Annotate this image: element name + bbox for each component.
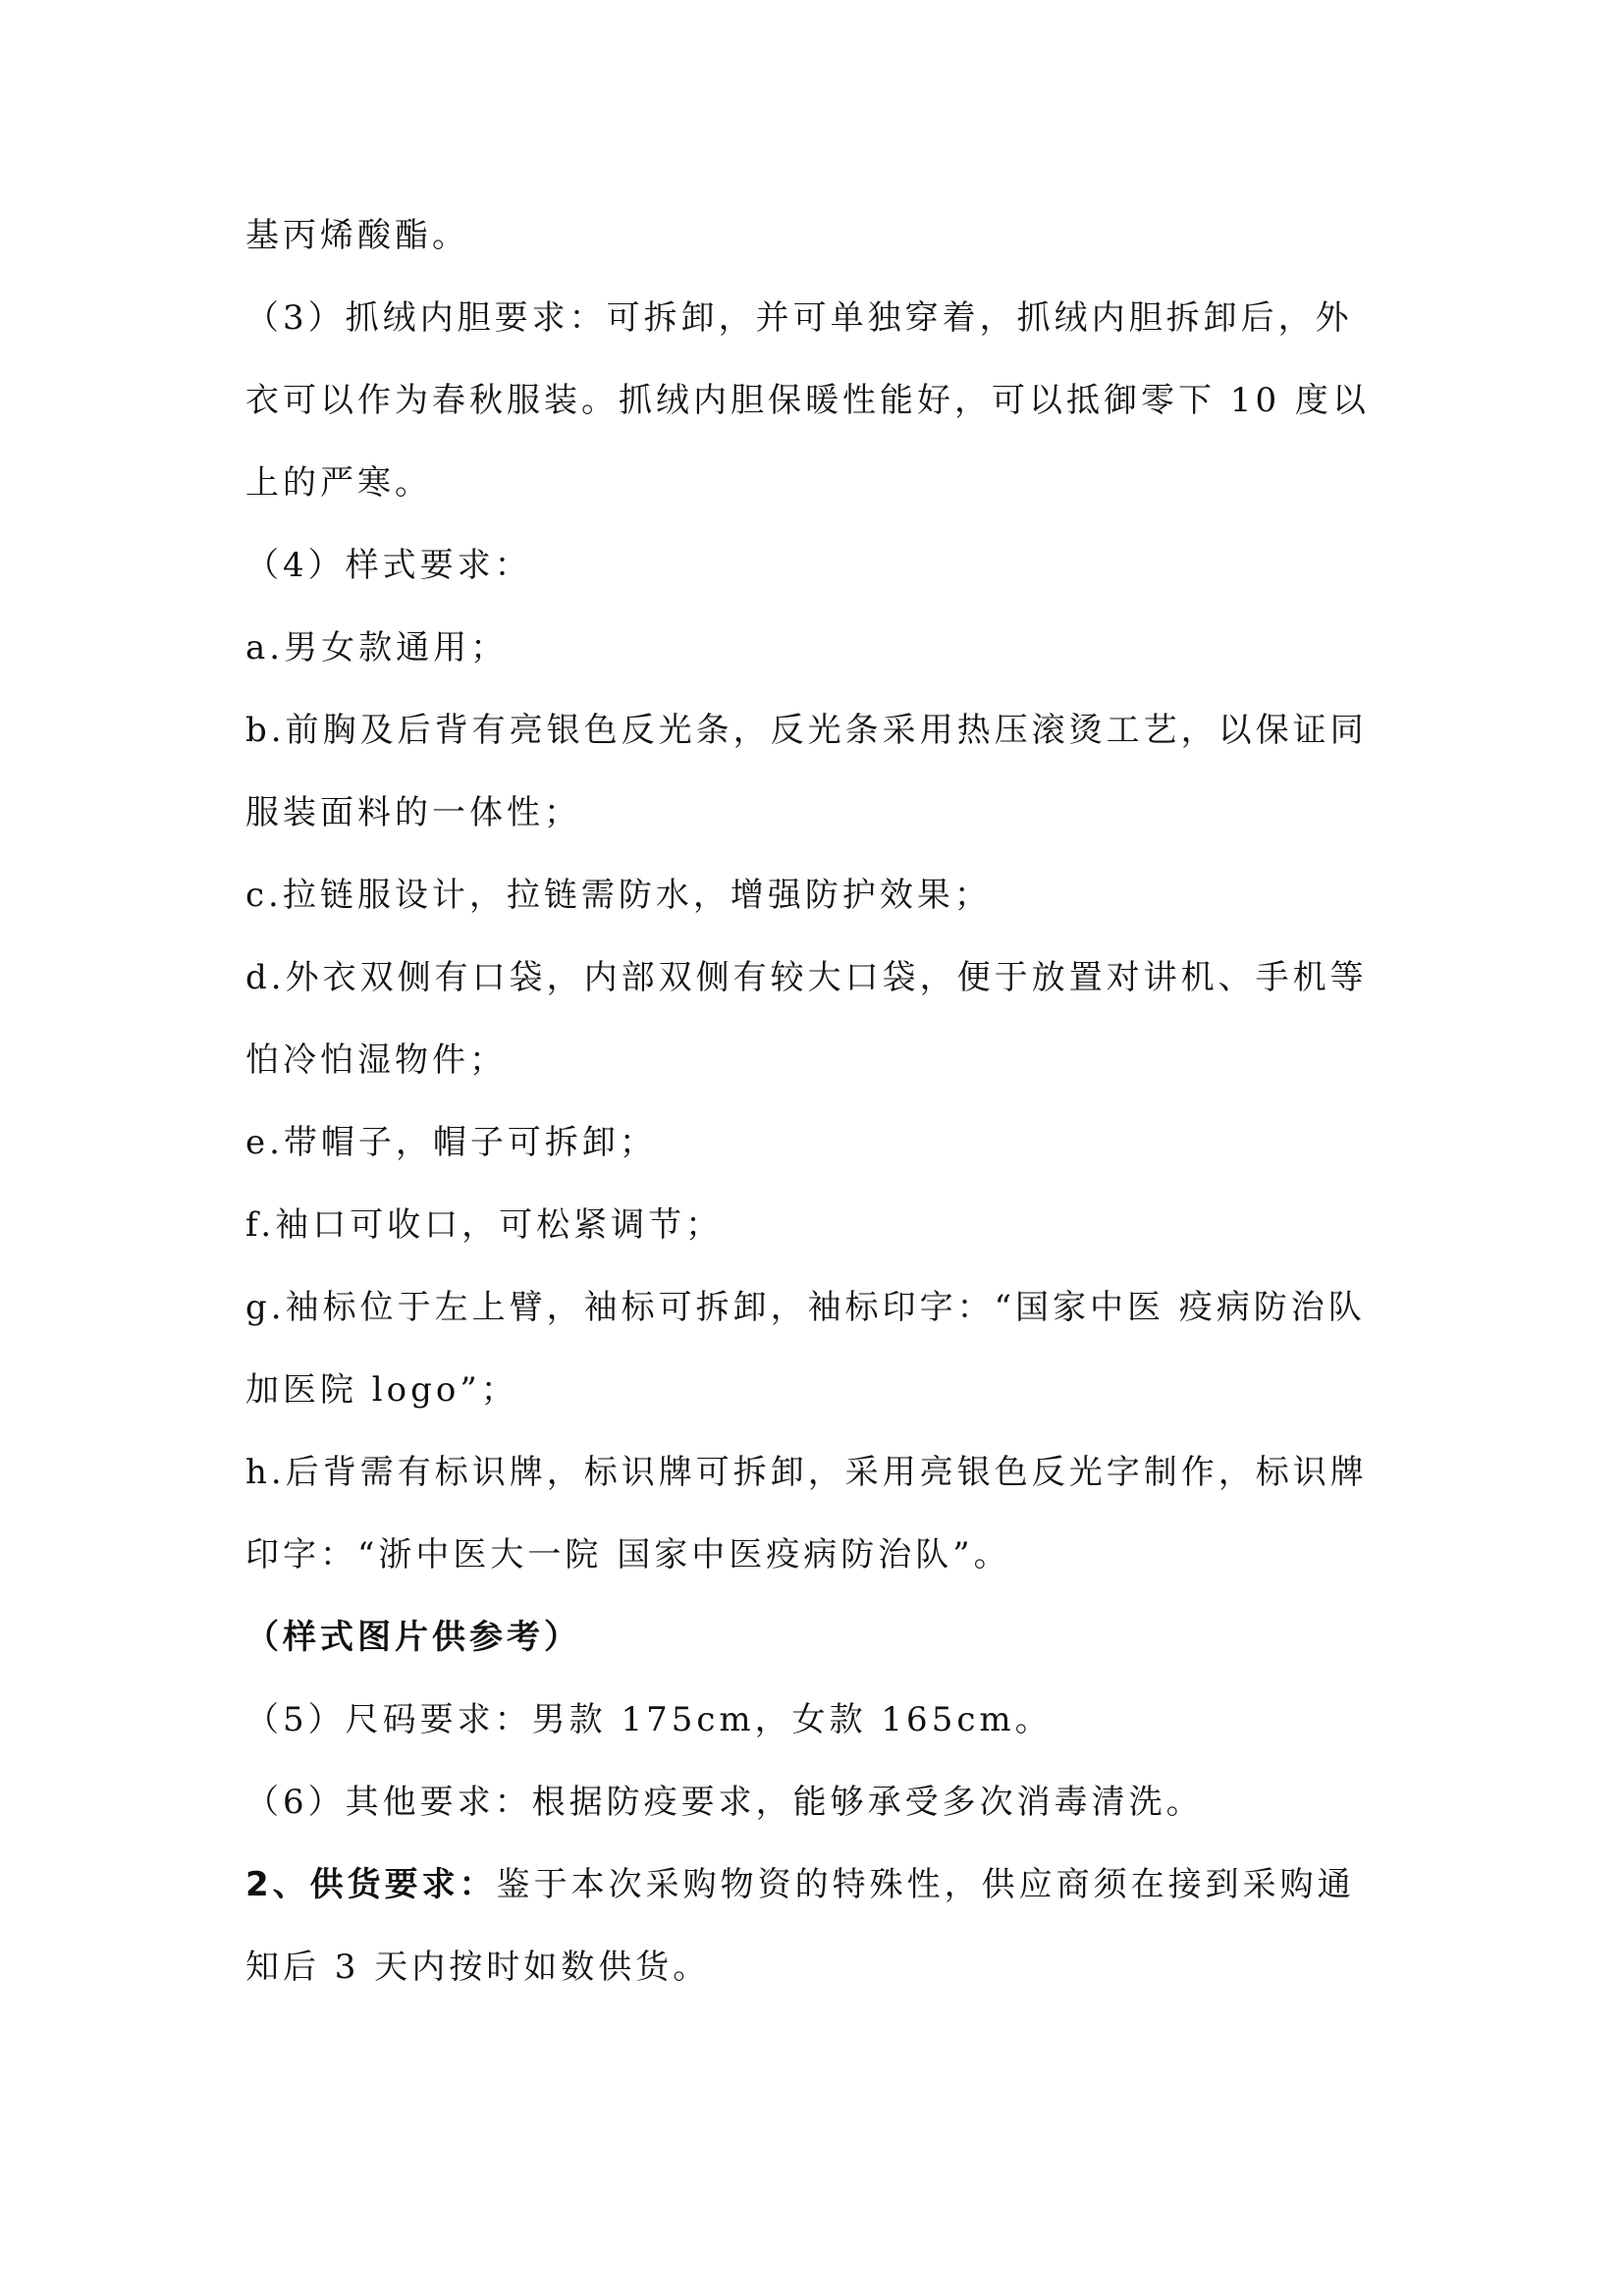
text-line: （6）其他要求：根据防疫要求，能够承受多次消毒清洗。 — [245, 1783, 1204, 1822]
text-line: 基丙烯酸酯。 — [245, 216, 469, 255]
document-body — [245, 194, 1394, 2008]
text-line: c.拉链服设计，拉链需防水，增强防护效果； — [245, 876, 992, 915]
text-line: e.带帽子，帽子可拆卸； — [245, 1123, 657, 1162]
text-line: b.前胸及后背有亮银色反光条，反光条采用热压滚烫工艺，以保证同 — [245, 711, 1368, 750]
text-line: 上的严寒。 — [245, 463, 432, 503]
text-line: g.袖标位于左上臂，袖标可拆卸，袖标印字：“国家中医 疫病防治队 — [245, 1288, 1366, 1327]
text-line: （4）样式要求： — [245, 546, 532, 585]
section-heading-line — [245, 1843, 1394, 1926]
text-line: （3）抓绒内胆要求：可拆卸，并可单独穿着，抓绒内胆拆卸后，外 — [245, 298, 1353, 338]
text-line: （5）尺码要求：男款 175cm，女款 165cm。 — [245, 1700, 1053, 1739]
section-heading-text: 鉴于本次采购物资的特殊性，供应商须在接到采购通 — [496, 1865, 1355, 1904]
text-line: f.袖口可收口，可松紧调节； — [245, 1205, 724, 1245]
section-note-heading: （样式图片供参考） — [245, 1618, 581, 1657]
text-line: 知后 3 天内按时如数供货。 — [245, 1948, 711, 1987]
text-line: a.男女款通用； — [245, 628, 509, 667]
text-line: 服装面料的一体性； — [245, 793, 581, 832]
section-heading-label: 2、供货要求： — [245, 1865, 497, 1904]
text-line: 印字：“浙中医大一院 国家中医疫病防治队”。 — [245, 1535, 1011, 1575]
text-line: 加医院 logo”； — [245, 1370, 518, 1410]
text-line: h.后背需有标识牌，标识牌可拆卸，采用亮银色反光字制作，标识牌 — [245, 1453, 1368, 1492]
text-line: 衣可以作为春秋服装。抓绒内胆保暖性能好，可以抵御零下 10 度以 — [245, 381, 1370, 420]
text-line: 怕冷怕湿物件； — [245, 1041, 507, 1080]
text-line: d.外衣双侧有口袋，内部双侧有较大口袋，便于放置对讲机、手机等 — [245, 958, 1368, 997]
